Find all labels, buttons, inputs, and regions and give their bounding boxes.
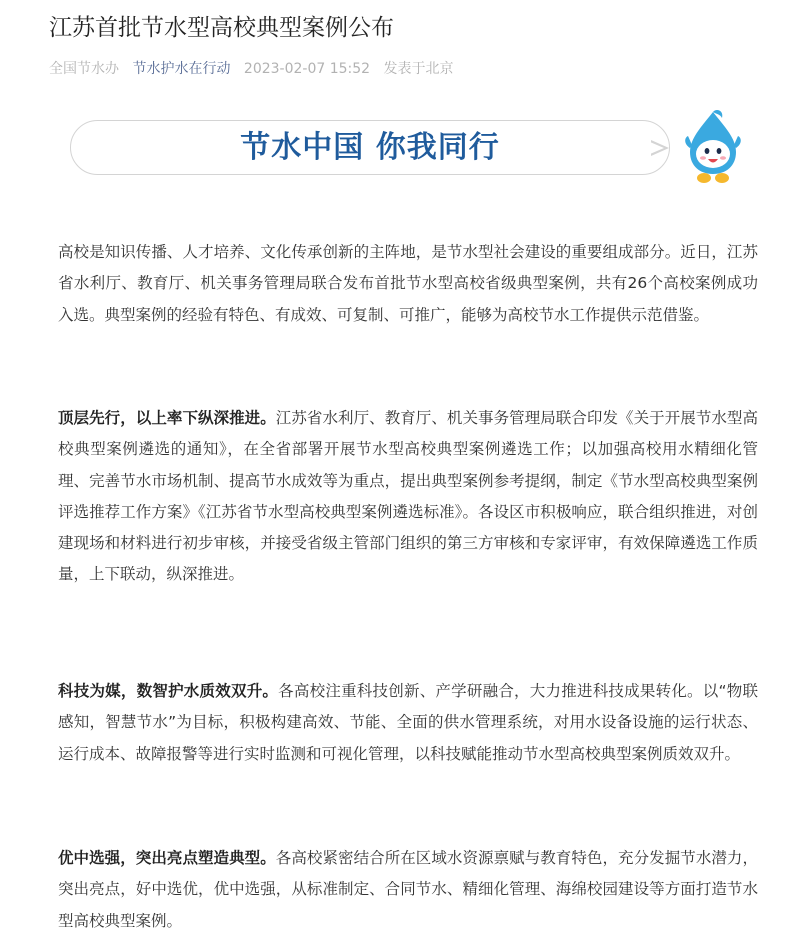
paragraph-text: 各高校注重科技创新、产学研融合，大力推进科技成果转化。以“物联感知，智慧节水”为目标，积极构建高效、节能、全面的供水管理系统，对用水设备设施的运行状态、运行成本、故障报警等进行实时监测和可视化管理，以科技赋能推动节水型高校典型案例质效双升。 [58, 682, 758, 763]
paragraph-text: 各高校紧密结合所在区域水资源禀赋与教育特色，充分发掘节水潜力，突出亮点，好中选优，优中选强，从标准制定、合同节水、精细化管理、海绵校园建设等方面打造节水型高校典型案例。 [58, 849, 758, 930]
paragraph-lead: 优中选强，突出亮点塑造典型。 [58, 849, 276, 867]
author-name: 全国节水办 [49, 61, 119, 77]
paragraph-intro [58, 237, 758, 331]
paragraph-technology [58, 676, 758, 770]
article-meta [49, 58, 463, 80]
paragraph-text: 江苏省水利厅、教育厅、机关事务管理局联合印发《关于开展节水型高校典型案例遴选的通知》，在全省部署开展节水型高校典型案例遴选工作；以加强高校用水精细化管理、完善节水市场机制、提高节水成效等为重点，提出典型案例参考提纲，制定《节水型高校典型案例评选推荐工作方案》《江苏省节水型高校典型案例遴选标准》。各设区市积极响应，联合组织推进，对创建现场和材料进行初步审核，并接受省级主管部门组织的第三方审核和专家评审，有效保障遴选工作质量，上下联动，纵深推进。 [58, 409, 758, 584]
publish-date: 2023-02-07 15:52 [243, 61, 371, 77]
account-link[interactable]: 节水护水在行动 [132, 61, 231, 77]
paragraph-lead: 科技为媒，数智护水质效双升。 [58, 682, 279, 700]
paragraph-lead: 顶层先行，以上率下纵深推进。 [58, 409, 276, 427]
paragraph-top-level [58, 403, 758, 591]
water-drop-mascot-icon [682, 108, 744, 188]
publish-location: 发表于北京 [383, 61, 454, 77]
banner-slogan: 节水中国 你我同行 [240, 130, 500, 165]
paragraph-selection [58, 843, 758, 937]
paragraph-text: 高校是知识传播、人才培养、文化传承创新的主阵地，是节水型社会建设的重要组成部分。近日，江苏省水利厅、教育厅、机关事务管理局联合发布首批节水型高校省级典型案例，共有26个高校案例成功入选。典型案例的经验有特色、有成效、可复制、可推广，能够为高校节水工作提供示范借鉴。 [58, 243, 758, 324]
article-title: 江苏首批节水型高校典型案例公布 [49, 15, 394, 41]
